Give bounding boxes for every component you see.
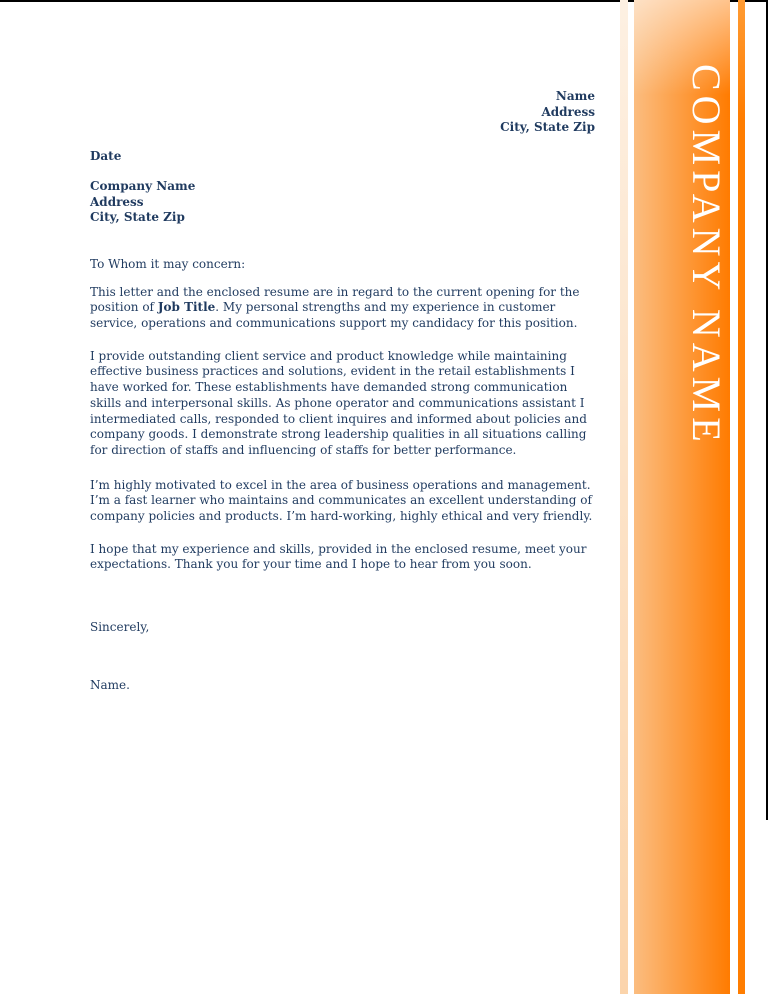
recipient-address-block — [90, 179, 595, 226]
sender-address-block — [90, 89, 595, 136]
sidebar-orange-band — [634, 0, 730, 994]
recipient-city-state-zip: City, State Zip — [90, 210, 185, 225]
paragraph-1-text-before: This letter and the enclosed resume are in regard to the current opening for the position of — [90, 284, 580, 315]
recipient-address: Address — [90, 194, 144, 209]
salutation: To Whom it may concern: — [90, 256, 246, 271]
paragraph-1 — [90, 285, 595, 332]
company-name-vertical-text: COMPANY NAME — [684, 64, 729, 447]
paragraph-2: I provide outstanding client service and product knowledge while maintaining effective business practices and solutions, evident in the retail establishments I have worked for. These establishments have demanded strong communication skills and interpersonal skills. As phone operator and communications assistant I intermediated calls, responded to client inquires and informed about policies and company goods. I demonstrate strong leadership qualities in all situations calling for direction of staffs and influencing of staffs for better performance. — [90, 348, 587, 457]
date-line: Date — [90, 149, 122, 164]
job-title-emphasis: Job Title — [157, 300, 216, 315]
sidebar-pale-stripe — [620, 0, 628, 994]
closing-line: Sincerely, — [90, 620, 150, 635]
sender-city-state-zip: City, State Zip — [500, 120, 595, 135]
sender-address: Address — [541, 104, 595, 119]
sender-name: Name — [555, 89, 595, 103]
letter-body — [90, 0, 595, 694]
paragraph-3: I’m highly motivated to excel in the area of business operations and management. I’m a fast learner who maintains and communicates an excellent understanding of company policies and products. I’m hard-working, highly ethical and very friendly. — [90, 477, 593, 524]
paragraph-4: I hope that my experience and skills, provided in the enclosed resume, meet your expectations. Thank you for your time and I hope to hear from you soon. — [90, 541, 587, 572]
recipient-company-name: Company Name — [90, 178, 196, 193]
paragraph-1-text-after: . My personal strengths and my experience in customer service, operations and communications support my candidacy for this position. — [90, 300, 578, 331]
signature-name: Name. — [90, 677, 130, 692]
sidebar-thin-orange-stripe — [738, 0, 745, 994]
